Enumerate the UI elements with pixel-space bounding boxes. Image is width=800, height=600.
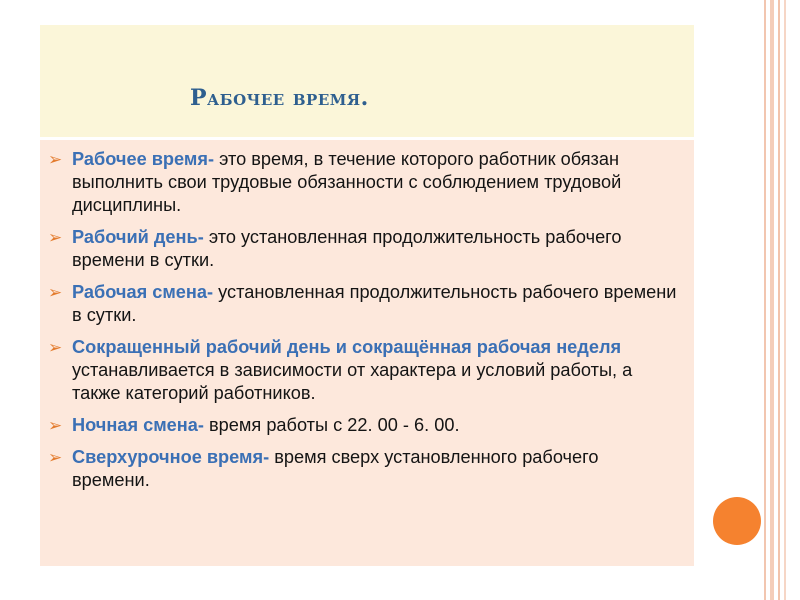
arrow-bullet-icon: ➢ <box>48 338 63 357</box>
slide-title: Рабочее время. <box>190 85 369 111</box>
definition: время сверх установленного рабочего времени. <box>72 447 599 490</box>
decorative-stripe <box>784 0 786 600</box>
decorative-stripe <box>770 0 774 600</box>
decorative-circle <box>713 497 761 545</box>
definition: это установленная продолжительность рабочего времени в сутки. <box>72 227 622 270</box>
term: Сверхурочное время- <box>72 447 270 467</box>
definition: устанавливается в зависимости от характера и условий работы, а также категорий работников. <box>72 360 633 403</box>
term: Рабочая смена- <box>72 282 214 302</box>
bullet-item <box>48 226 680 272</box>
arrow-bullet-icon: ➢ <box>48 448 63 467</box>
definition: это время, в течение которого работник обязан выполнить свои трудовые обязанности с соблюдением трудовой дисциплины. <box>72 149 622 215</box>
bullet-item <box>48 281 680 327</box>
definition: установленная продолжительность рабочего времени в сутки. <box>72 282 677 325</box>
bullet-item <box>48 148 680 217</box>
arrow-bullet-icon: ➢ <box>48 150 63 169</box>
term: Сокращенный рабочий день и сокращённая рабочая неделя <box>72 337 622 357</box>
decorative-stripe <box>778 0 780 600</box>
arrow-bullet-icon: ➢ <box>48 228 63 247</box>
definition: время работы с 22. 00 - 6. 00. <box>203 415 460 435</box>
term: Ночная смена- <box>72 415 204 435</box>
title-panel <box>40 25 694 137</box>
arrow-bullet-icon: ➢ <box>48 416 63 435</box>
bullet-list <box>48 148 680 501</box>
arrow-bullet-icon: ➢ <box>48 283 63 302</box>
term: Рабочее время- <box>72 149 215 169</box>
bullet-item <box>48 446 680 492</box>
decorative-stripe <box>764 0 766 600</box>
term: Рабочий день- <box>72 227 204 247</box>
bullet-item <box>48 336 680 405</box>
bullet-item <box>48 414 680 437</box>
